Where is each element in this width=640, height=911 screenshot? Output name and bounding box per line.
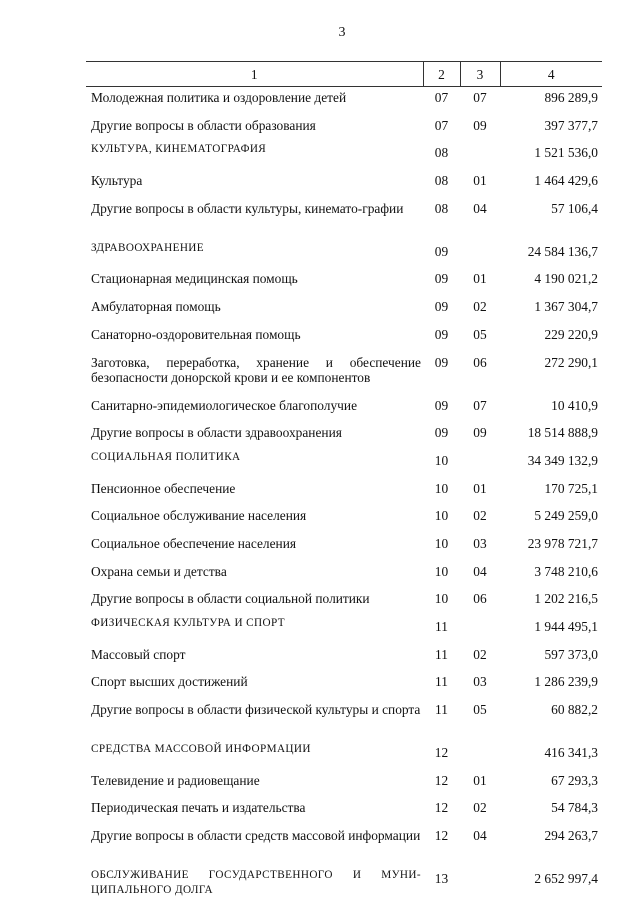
section-row xyxy=(86,142,602,170)
row-amount: 24 584 136,7 xyxy=(500,241,602,269)
row-section-code: 12 xyxy=(423,742,460,770)
budget-table xyxy=(86,61,602,911)
table-row xyxy=(86,699,602,742)
row-subsection-code: 01 xyxy=(460,170,500,198)
row-name: Заготовка, переработка, хранение и обеспечение безопасности донорской крови и ее компонентов xyxy=(86,352,423,395)
row-subsection-code: 01 xyxy=(460,478,500,506)
row-section-code: 09 xyxy=(423,296,460,324)
row-amount: 416 341,3 xyxy=(500,742,602,770)
row-section-code: 10 xyxy=(423,588,460,616)
row-subsection-code xyxy=(460,142,500,170)
row-name: Социальное обеспечение населения xyxy=(86,533,423,561)
row-amount: 294 263,7 xyxy=(500,825,602,868)
row-amount: 5 249 259,0 xyxy=(500,505,602,533)
row-subsection-code xyxy=(460,616,500,644)
row-section-code: 10 xyxy=(423,533,460,561)
row-section-code: 09 xyxy=(423,422,460,450)
header-col-3: 3 xyxy=(460,62,500,87)
row-subsection-code: 04 xyxy=(460,825,500,868)
row-section-code: 09 xyxy=(423,324,460,352)
row-name: Стационарная медицинская помощь xyxy=(86,268,423,296)
row-amount: 397 377,7 xyxy=(500,115,602,143)
row-amount: 229 220,9 xyxy=(500,324,602,352)
row-subsection-code: 09 xyxy=(460,422,500,450)
row-subsection-code xyxy=(460,742,500,770)
row-amount: 67 293,3 xyxy=(500,770,602,798)
row-name: Периодическая печать и издательства xyxy=(86,797,423,825)
table-row xyxy=(86,268,602,296)
row-name: ЗДРАВООХРАНЕНИЕ xyxy=(86,241,423,269)
row-subsection-code xyxy=(460,241,500,269)
table-row xyxy=(86,825,602,868)
table-row xyxy=(86,170,602,198)
row-section-code: 09 xyxy=(423,395,460,423)
section-row xyxy=(86,450,602,478)
row-section-code: 12 xyxy=(423,797,460,825)
row-section-code: 10 xyxy=(423,478,460,506)
table-row xyxy=(86,478,602,506)
table-row xyxy=(86,87,602,115)
row-section-code: 12 xyxy=(423,825,460,868)
row-subsection-code: 02 xyxy=(460,644,500,672)
table-row xyxy=(86,671,602,699)
row-name: Пенсионное обеспечение xyxy=(86,478,423,506)
row-name: СРЕДСТВА МАССОВОЙ ИНФОРМАЦИИ xyxy=(86,742,423,770)
row-subsection-code: 05 xyxy=(460,699,500,742)
row-section-code: 08 xyxy=(423,142,460,170)
row-name: Социальное обслуживание населения xyxy=(86,505,423,533)
row-section-code: 08 xyxy=(423,198,460,241)
row-name: Охрана семьи и детства xyxy=(86,561,423,589)
row-name: Другие вопросы в области физической культуры и спорта xyxy=(86,699,423,742)
row-amount: 896 289,9 xyxy=(500,87,602,115)
row-section-code: 10 xyxy=(423,561,460,589)
row-name: ОБСЛУЖИВАНИЕ ГОСУДАРСТВЕННОГО И МУНИ-ЦИПАЛЬНОГО ДОЛГА xyxy=(86,868,423,911)
row-section-code: 09 xyxy=(423,241,460,269)
row-subsection-code: 02 xyxy=(460,296,500,324)
row-subsection-code: 07 xyxy=(460,87,500,115)
row-amount: 54 784,3 xyxy=(500,797,602,825)
header-col-4: 4 xyxy=(500,62,602,87)
row-subsection-code xyxy=(460,450,500,478)
row-section-code: 09 xyxy=(423,352,460,395)
table-row xyxy=(86,561,602,589)
row-subsection-code: 07 xyxy=(460,395,500,423)
section-row xyxy=(86,616,602,644)
row-section-code: 13 xyxy=(423,868,460,911)
row-subsection-code: 09 xyxy=(460,115,500,143)
table-row xyxy=(86,644,602,672)
table-row xyxy=(86,115,602,143)
row-amount: 1 944 495,1 xyxy=(500,616,602,644)
row-name: Санитарно-эпидемиологическое благополучие xyxy=(86,395,423,423)
header-row xyxy=(86,62,602,87)
row-name: Молодежная политика и оздоровление детей xyxy=(86,87,423,115)
row-subsection-code: 02 xyxy=(460,797,500,825)
row-amount: 3 748 210,6 xyxy=(500,561,602,589)
row-amount: 1 521 536,0 xyxy=(500,142,602,170)
row-section-code: 07 xyxy=(423,115,460,143)
section-row xyxy=(86,241,602,269)
row-name: Другие вопросы в области социальной политики xyxy=(86,588,423,616)
row-section-code: 08 xyxy=(423,170,460,198)
row-name: Амбулаторная помощь xyxy=(86,296,423,324)
row-subsection-code: 02 xyxy=(460,505,500,533)
row-name: Другие вопросы в области культуры, кинемато-графии xyxy=(86,198,423,241)
row-section-code: 07 xyxy=(423,87,460,115)
row-amount: 1 286 239,9 xyxy=(500,671,602,699)
table-row xyxy=(86,588,602,616)
row-amount: 23 978 721,7 xyxy=(500,533,602,561)
table-row xyxy=(86,395,602,423)
row-name: Телевидение и радиовещание xyxy=(86,770,423,798)
row-amount: 272 290,1 xyxy=(500,352,602,395)
table-row xyxy=(86,797,602,825)
row-subsection-code: 04 xyxy=(460,198,500,241)
row-amount: 1 464 429,6 xyxy=(500,170,602,198)
row-amount: 60 882,2 xyxy=(500,699,602,742)
row-name: СОЦИАЛЬНАЯ ПОЛИТИКА xyxy=(86,450,423,478)
row-amount: 2 652 997,4 xyxy=(500,868,602,911)
row-name: Другие вопросы в области здравоохранения xyxy=(86,422,423,450)
table-row xyxy=(86,505,602,533)
row-amount: 170 725,1 xyxy=(500,478,602,506)
row-amount: 57 106,4 xyxy=(500,198,602,241)
row-section-code: 10 xyxy=(423,450,460,478)
row-amount: 1 202 216,5 xyxy=(500,588,602,616)
row-name: КУЛЬТУРА, КИНЕМАТОГРАФИЯ xyxy=(86,142,423,170)
row-section-code: 11 xyxy=(423,644,460,672)
row-amount: 4 190 021,2 xyxy=(500,268,602,296)
row-subsection-code: 05 xyxy=(460,324,500,352)
row-name: Массовый спорт xyxy=(86,644,423,672)
row-subsection-code: 06 xyxy=(460,588,500,616)
row-section-code: 11 xyxy=(423,671,460,699)
page-number: 3 xyxy=(0,25,640,41)
row-amount: 18 514 888,9 xyxy=(500,422,602,450)
row-amount: 1 367 304,7 xyxy=(500,296,602,324)
table-row xyxy=(86,422,602,450)
table-row xyxy=(86,324,602,352)
row-section-code: 11 xyxy=(423,699,460,742)
row-amount: 10 410,9 xyxy=(500,395,602,423)
row-name: ФИЗИЧЕСКАЯ КУЛЬТУРА И СПОРТ xyxy=(86,616,423,644)
row-name: Санаторно-оздоровительная помощь xyxy=(86,324,423,352)
row-section-code: 11 xyxy=(423,616,460,644)
row-name: Культура xyxy=(86,170,423,198)
section-row xyxy=(86,742,602,770)
table-row xyxy=(86,770,602,798)
header-col-2: 2 xyxy=(423,62,460,87)
header-col-1: 1 xyxy=(86,62,423,87)
row-subsection-code: 04 xyxy=(460,561,500,589)
table-header xyxy=(86,62,602,87)
table-row xyxy=(86,296,602,324)
row-section-code: 10 xyxy=(423,505,460,533)
row-subsection-code: 03 xyxy=(460,671,500,699)
row-name: Другие вопросы в области образования xyxy=(86,115,423,143)
row-subsection-code: 01 xyxy=(460,268,500,296)
row-amount: 34 349 132,9 xyxy=(500,450,602,478)
table-body xyxy=(86,87,602,911)
table-row xyxy=(86,198,602,241)
row-amount: 597 373,0 xyxy=(500,644,602,672)
row-subsection-code: 01 xyxy=(460,770,500,798)
row-name: Другие вопросы в области средств массовой информации xyxy=(86,825,423,868)
row-subsection-code: 06 xyxy=(460,352,500,395)
row-section-code: 12 xyxy=(423,770,460,798)
row-section-code: 09 xyxy=(423,268,460,296)
table-row xyxy=(86,352,602,395)
table-row xyxy=(86,533,602,561)
row-name: Спорт высших достижений xyxy=(86,671,423,699)
row-subsection-code: 03 xyxy=(460,533,500,561)
